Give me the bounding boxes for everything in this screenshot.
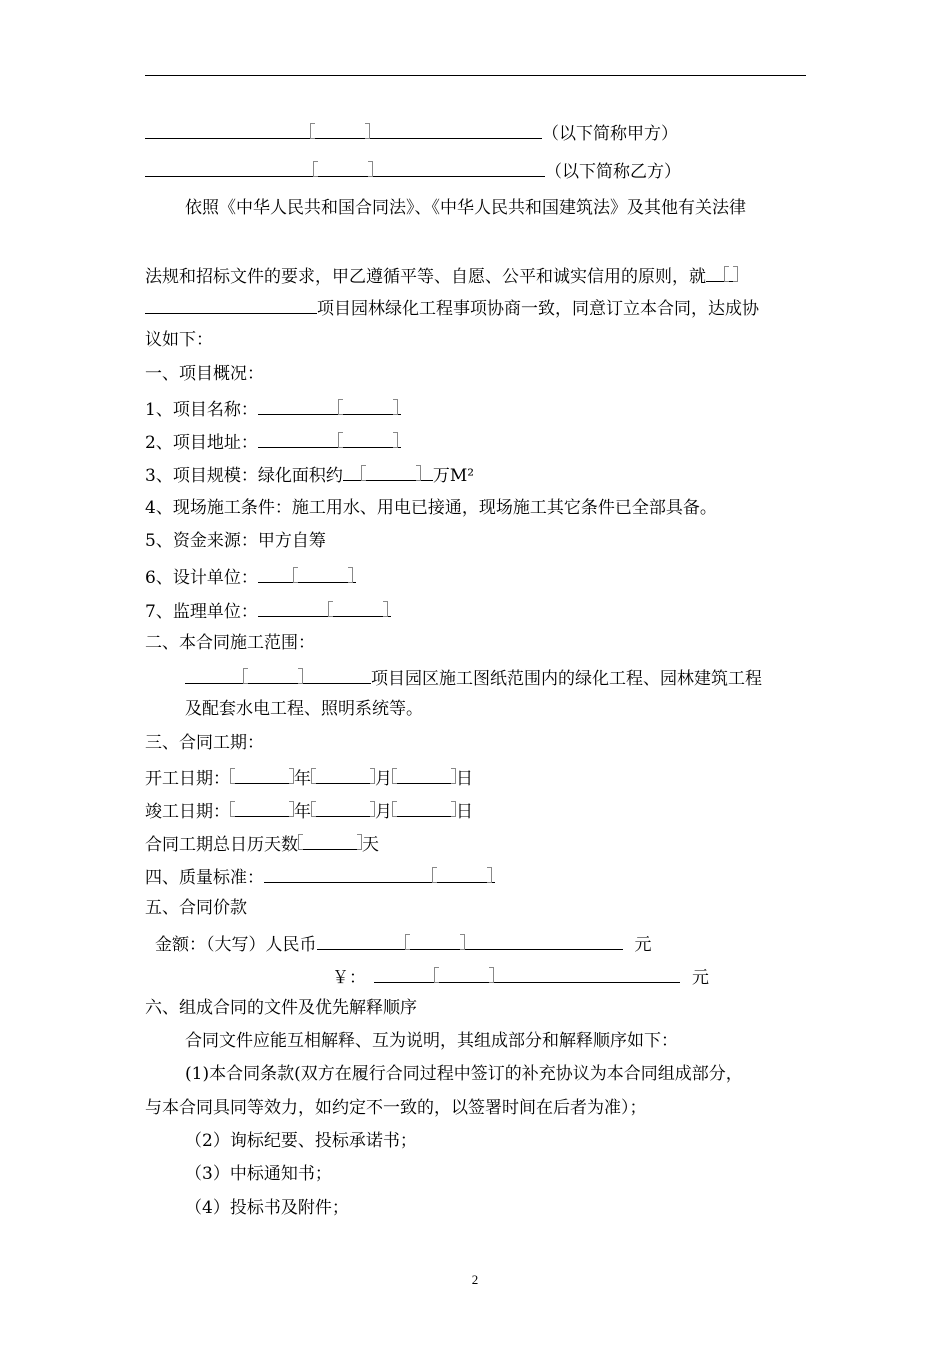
start-day-field[interactable] <box>392 764 456 784</box>
doc-item-3: （3）中标通知书； <box>185 1164 332 1184</box>
doc-item-1-line-2: 与本合同具同等效力，如约定不一致的，以签署时间在后者为准）； <box>145 1098 647 1118</box>
scope-line-1 <box>185 664 762 691</box>
doc-item-1-line-1: (1)本合同条款(双方在履行合同过程中签订的补充协议为本合同组成部分， <box>185 1064 743 1084</box>
party-a-field[interactable] <box>145 119 542 139</box>
party-a-line <box>145 119 678 146</box>
project-name-field[interactable] <box>258 395 401 415</box>
end-date-line <box>145 797 473 824</box>
header-rule <box>145 75 806 76</box>
total-days-field[interactable] <box>298 830 362 850</box>
project-address-field[interactable] <box>258 428 401 448</box>
intro-line-3 <box>145 294 759 321</box>
site-conditions: 4、现场施工条件：施工用水、用电已接通，现场施工其它条件已全部具备。 <box>145 498 717 518</box>
quality-standard-field[interactable] <box>264 863 495 883</box>
end-date-label: 竣工日期： <box>145 802 230 822</box>
amount-figures-label: ￥： <box>332 968 366 988</box>
amount-words-line <box>155 930 652 957</box>
project-scale-label: 3、项目规模：绿化面积约 <box>145 466 343 486</box>
start-date-line <box>145 764 473 791</box>
doc-item-4: （4）投标书及附件； <box>185 1198 349 1218</box>
end-day-unit: 日 <box>456 802 473 822</box>
end-year-field[interactable] <box>230 797 294 817</box>
design-unit-field[interactable] <box>258 563 356 583</box>
project-address-label: 2、项目地址： <box>145 433 258 453</box>
amount-words-label: 金额：（大写）人民币 <box>155 935 317 955</box>
party-a-suffix: （以下简称甲方） <box>542 124 678 144</box>
section2-heading: 二、本合同施工范围： <box>145 633 315 653</box>
start-day-unit: 日 <box>456 769 473 789</box>
intro-line-2 <box>145 262 736 289</box>
section6-intro: 合同文件应能互相解释、互为说明，其组成部分和解释顺序如下： <box>185 1031 678 1051</box>
doc-item-2: （2）询标纪要、投标承诺书； <box>185 1131 417 1151</box>
amount-words-field[interactable] <box>317 930 623 950</box>
amount-figures-field[interactable] <box>374 963 680 983</box>
end-month-unit: 月 <box>375 802 392 822</box>
supervisor-unit-label: 7、监理单位： <box>145 602 258 622</box>
section6-heading: 六、组成合同的文件及优先解释顺序 <box>145 998 417 1018</box>
project-address-line <box>145 428 401 455</box>
quality-line <box>145 863 495 890</box>
party-b-line <box>145 157 681 184</box>
total-days-line <box>145 830 379 857</box>
start-year-unit: 年 <box>294 769 311 789</box>
start-date-label: 开工日期： <box>145 769 230 789</box>
end-year-unit: 年 <box>294 802 311 822</box>
intro-line-4: 议如下： <box>145 330 213 350</box>
project-scale-unit: 万M² <box>432 466 475 486</box>
scope-line-2: 及配套水电工程、照明系统等。 <box>185 699 423 719</box>
start-month-unit: 月 <box>375 769 392 789</box>
end-month-field[interactable] <box>311 797 375 817</box>
funding-source: 5、资金来源：甲方自筹 <box>145 531 326 551</box>
section4-heading: 四、质量标准： <box>145 868 264 888</box>
section5-heading: 五、合同价款 <box>145 898 247 918</box>
supervisor-unit-line <box>145 597 391 624</box>
scope-project-field[interactable] <box>185 664 371 684</box>
intro-line-2-text: 法规和招标文件的要求，甲乙遵循平等、自愿、公平和诚实信用的原则，就 <box>145 267 706 287</box>
section1-heading: 一、项目概况： <box>145 364 264 384</box>
design-unit-label: 6、设计单位： <box>145 568 258 588</box>
scope-text: 项目园区施工图纸范围内的绿化工程、园林建筑工程 <box>371 669 762 689</box>
total-days-unit: 天 <box>362 835 379 855</box>
party-b-suffix: （以下简称乙方） <box>545 162 681 182</box>
supervisor-unit-field[interactable] <box>258 597 391 617</box>
amount-figures-line <box>332 963 709 990</box>
project-scale-line <box>145 461 474 488</box>
intro-line-3-text: 项目园林绿化工程事项协商一致，同意订立本合同，达成协 <box>317 299 759 319</box>
green-area-field[interactable] <box>343 461 433 481</box>
intro-line-1: 依照《中华人民共和国合同法》、《中华人民共和国建筑法》及其他有关法律 <box>185 198 746 218</box>
end-day-field[interactable] <box>392 797 456 817</box>
start-year-field[interactable] <box>230 764 294 784</box>
project-name-label: 1、项目名称： <box>145 400 258 420</box>
start-month-field[interactable] <box>311 764 375 784</box>
amount-figures-unit: 元 <box>692 968 709 988</box>
total-days-label: 合同工期总日历天数 <box>145 835 298 855</box>
project-field-end[interactable] <box>145 294 317 314</box>
party-b-field[interactable] <box>145 157 545 177</box>
section3-heading: 三、合同工期： <box>145 733 264 753</box>
design-unit-line <box>145 563 356 590</box>
project-name-line <box>145 395 401 422</box>
amount-words-unit: 元 <box>634 935 652 955</box>
page-number: 2 <box>471 1272 479 1287</box>
project-field-start[interactable] <box>706 262 736 282</box>
